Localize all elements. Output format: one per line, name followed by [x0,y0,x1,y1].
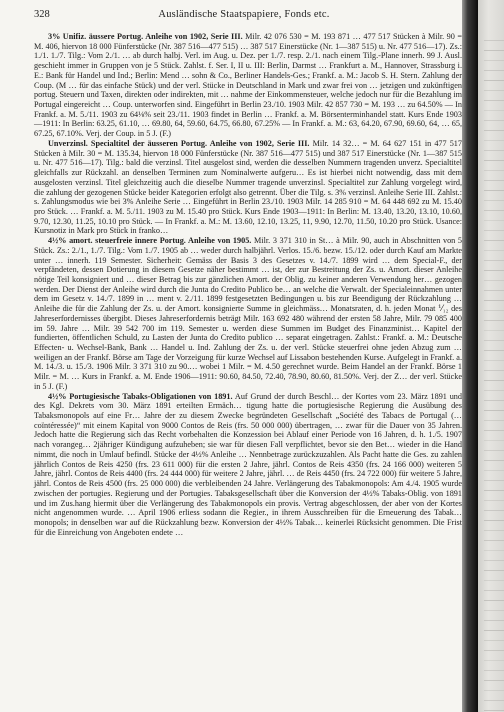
adjacent-page-line [484,220,504,221]
section-heading: 3% Unifiz. äussere Portug. Anleihe von 1902, Serie III. [48,32,243,41]
adjacent-page-line [484,640,504,641]
adjacent-page-line [484,330,504,331]
adjacent-page-line [484,570,504,571]
adjacent-page-line [484,390,504,391]
page-body [34,32,462,537]
adjacent-page-line [484,580,504,581]
section-paragraph [34,392,462,538]
adjacent-page-line [484,440,504,441]
adjacent-page-line [484,70,504,71]
adjacent-page-line [484,670,504,671]
adjacent-page-line [484,210,504,211]
adjacent-page-line [484,50,504,51]
adjacent-page-line [484,100,504,101]
page-header [34,9,454,23]
adjacent-page-line [484,490,504,491]
adjacent-page-line [484,270,504,271]
adjacent-page-line [484,530,504,531]
adjacent-page-line [484,300,504,301]
adjacent-page-line [484,230,504,231]
adjacent-page-line [484,320,504,321]
adjacent-page-line [484,480,504,481]
adjacent-page-line [484,370,504,371]
adjacent-page-line [484,560,504,561]
adjacent-page-line [484,380,504,381]
adjacent-page-line [484,120,504,121]
adjacent-page-line [484,180,504,181]
adjacent-page-line [484,470,504,471]
adjacent-page-line [484,190,504,191]
adjacent-page-line [484,290,504,291]
adjacent-page-line [484,80,504,81]
section-text: Milr. 3 371 310 in St… à Milr. 90, auch in Abschnitten von 5 Stück. Zs.: 2./1., 1./7. Tilg.: Vom 1./7. 1905 ab … weder durch halbjährl. Verlos. 15./6. bezw. 15./12. oder durch Kauf am Markte unter … innerh. 119 Semester. Sicherheit: Gemäss der Basis 3 des Gesetzes v. 14./7. 1899 wird … dem Special-F., der verpfändeten, dessen Dotierung in diesem Gesetze näher bestimmt … ist, der zur Bestreitung der Zs. u. Amort. dieser Anleihe nötige Teil konsigniert und … dieser Betrag bis zur gänzlichen Amort. der Oblig. zu keiner anderen Verwendung her… gezogen werden. Der Dienst der Anleihe wird durch die Junta do Credito Publico be… an welche die Verwalt. der Specialeinnahmen unter dem im Gesetz v. 14./7. 1899 in … ment v. 2./11. 1899 festgesetzten Bedingungen u. bis zur Beendigung der Rückzahlung … Anleihe die für die Zahlung der Zs. u. der Amort. konsignierte Summe in gleichmäss… Monatsraten, d. h. jeden Monat ⅟₁₂ des Jahreserfordernisses übergibt. Dieses Jahreserfordernis beträgt Milr. 163 692 480 während der ersten 58 Jahre, Milr. 79 085 400 im 59. Jahre … Milr. 39 542 700 im 119. Semester u. werden diese Summen im Budget des Finanzminist… Kapitel der fundierten, öffentlichen Schuld, zu Lasten der Junta do Credito publico … separat eingetragen. Zahlst.: Frankf. a. M.: Deutsche Effecten- u. Wechsel-Bank, Bank … Handel u. Ind. Zahlung der Zs. u. der verl. Stücke steuerfrei ohne jeden Abzug zum … weiligen an der Frankf. Börse am Tage der Vorzeigung für kurze Wechsel auf Lissabon bestehenden Kurse. Aufgelegt in Frankf. a. M. 14./3. u. 15./3. 1906 Milr. 3 371 310 zu 90.… wobei 1 Milr. = M. 4.50 gerechnet wurde. Beim Handel an der Frankf. Börse 1 Milr. = M. … Kurs in Frankf. a. M. Ende 1906—1911: 90.60, 84.50, 72.40, 78.90, 80.60, 81.50%. Verj. der Z… der verl. Stücke in 5 J. (F.) [34,236,462,391]
adjacent-page-line [484,500,504,501]
adjacent-page-line [484,660,504,661]
adjacent-page-line [484,160,504,161]
adjacent-page-line [484,420,504,421]
running-title: Ausländische Staatspapiere, Fonds etc. [158,9,330,20]
adjacent-page-line [484,350,504,351]
section-paragraph [34,236,462,392]
adjacent-page-line [484,410,504,411]
adjacent-page-line [484,620,504,621]
adjacent-page-line [484,170,504,171]
adjacent-page-line [484,130,504,131]
adjacent-page-line [484,460,504,461]
adjacent-page-line [484,550,504,551]
adjacent-page-line [484,630,504,631]
adjacent-page-line [484,700,504,701]
adjacent-page-line [484,400,504,401]
section-heading: 4½% Portugiesische Tabaks-Obligationen von 1891. [48,391,233,401]
adjacent-page-line [484,600,504,601]
adjacent-page-line [484,240,504,241]
adjacent-page-line [484,450,504,451]
adjacent-page-line [484,340,504,341]
adjacent-page-line [484,60,504,61]
section-heading: Unverzinsl. Specialtitel der äusseren Portug. Anleihe von 1902, Serie III. [48,138,310,148]
section-paragraph [34,139,462,236]
section-text: Milr. 14 32… = M. 64 627 151 in 477 517 Stücken à Milr. 30 = M. 135.34, hiervon 18 000 Fünferstücke (Nr. 387 516—477 515) und 387 517 Einerstücke (Nr. 1—387 515 u. Nr. 477 516—17). Tilg.: bald die verzinsl. Titel ausgelost sind, werden die desselben Nummern tragenden unverz. Specialtitel gleichfalls zur Rückzahl. an denselben Terminen zum Nominalwerte aufgeru… Es ist hierbei nicht notwendig, dass mit dem ausgelosten verzinsl. Titel gleichzeitig auch die dieselbe Nummer tragende unverzinsl. Specialtitel zur Zahlung vorgelegt wird, die zahlung der gezogenen Stücke beider Kategorien erfolgt also getrennt. Über die Tilg. s. 3% verzinsl. Anleihe Serie III. Zahlst.: s. Zahlungsmodus wie bei 3% Anleihe Serie … Eingeführt in Berlin 23./10. 1903 Milr. 14 285 910 = M. 64 448 692 zu M. 15.40 pro Stück. … Frankf. a. M. 5./11. 1903 zu M. 15.40 pro Stück. Kurs Ende 1903—1911: In Berlin: M. 13.40, 13.20, 13.10, 10.60, 9.70, 12.30, 11.25, 10.10 pro Stück. — In Frankf. a. M.: M. 13.60, 12.10, 13.25, 11, 9.90, 12.70, 11.50, 10.20 pro Stück. Usance: Kursnotiz in Mark pro Stück in franko… [34,138,462,236]
adjacent-page-line [484,250,504,251]
adjacent-page-line [484,360,504,361]
adjacent-page-line [484,520,504,521]
adjacent-page-line [484,590,504,591]
adjacent-page-line [484,90,504,91]
adjacent-page-line [484,150,504,151]
adjacent-page-line [484,610,504,611]
adjacent-page-line [484,710,504,711]
adjacent-page-line [484,430,504,431]
adjacent-page-line [484,540,504,541]
page-number: 328 [34,9,50,20]
adjacent-page-line [484,310,504,311]
adjacent-page-line [484,680,504,681]
adjacent-page-line [484,510,504,511]
adjacent-page-line [484,280,504,281]
adjacent-page-line [484,690,504,691]
adjacent-page-line [484,260,504,261]
adjacent-page-line [484,140,504,141]
section-paragraph [34,32,462,139]
adjacent-page-line [484,650,504,651]
section-heading: 4½% amort. steuerfreie innere Portug. Anleihe von 1905. [48,236,252,246]
adjacent-page-line [484,110,504,111]
book-gutter-shadow [462,0,478,712]
section-text: Milr. 42 076 530 = M. 193 871 … 477 517 Stücken à Milr. 90 = M. 406, hiervon 18 000 Fünferstücke (Nr. 387 516—477 515) … 387 517 Einerstücke (Nr. 1—387 515) u. Nr. 477 516—17). Zs.: 1./1. 1./7. Tilg.: Vom 2./1. … ab durch halbj. Verl. im Aug. u. Dez. per 1./7. resp. 2./1. nach einem Tilg.-Plane innerh. 99 J. Ausl. geschieht immer in Gruppen von je 5 Stück. Zahlst. f. Ser. I, II u. III: Berlin, Darmst … Frankfurt a. M., Hannover, Strassburg i. E.: Bank für Handel und Ind.; Berlin: Mend … sohn & Co., Berliner Handels-Ges.; Frankf. a. M.: Jacob S. H. Stern. Zahlung der Coup. (M … für das einfache Stück) und der verl. Stücke in Deutschland in Mark und zwar frei von … jetzigen und zukünftigen portug. Steuern und Taxen, direkten oder indirekten, mit … nahme der Einkommensteuer, welche jedoch nur für die Bezahlung im Portugal eingereicht … Coup. unterworfen sind. Eingeführt in Berlin 23./10. 1903 Milr. 42 857 730 = M. 193 … zu 64.50% — In Frankf. a. M. 5./11. 1903 zu 64⅛% seit 23./11. 1903 findet in Berlin … Frankf. a. M. Börsenterminhandel statt. Kurs Ende 1903—1911: In Berlin: 63.25, 61.10, … 69.80, 64, 59.60, 64.75, 66.80, 67.25% — In Frankf. a. M.: 63, 64.20, 67.90, 69.60, 64, … 65, 67.25, 67.10%. Verj. der Coup. in 5 J. (F.) [34,32,462,139]
adjacent-page-line [484,40,504,41]
adjacent-page-line [484,200,504,201]
section-text: Auf Grund der durch Beschl… der Kortes vom 23. März 1891 und des Kgl. Dekrets vom 30. März 1891 erteilten Ermäch… tigung hatte die portugiesische Regierung die Ausübung des Tabaksmonopols auf eine Fr… Jahre der zu diesem Zwecke begründeten Gesellschaft „Société des Tabacs de Portugal (… coïntéressée)“ mit einem Kapital von 9000 Contos de Reis (frs. 50 000 000) übertragen, … zwar für die Dauer von 35 Jahren. Jedoch hatte die Regierung sich das Recht vorbehalten die Konzession bei Ablauf einer Periode von 16 Jahren, d. h. 1./5. 1907 nach vorangeg… 2jähriger Kündigung aufzuheben; sie war für diesen Fall verpflichtet, bevor sie den Bet… wieder in die Hand nimmt, die noch in Umlauf befindl. Stücke der 4½% Anleihe … Nennbetrage zurückzuzahlen. Als Pacht hatte die Ges. zu zahlen jährlich Contos de Reis 4250 (frs. 23 611 000) für die ersten 2 Jahre, jährl. Contos de Reis 4350 (frs. 24 166 000) weiteren 5 Jahre, jährl. Contos de Reis 4400 (frs. 24 444 000) für weitere 2 Jahre, jährl. … de Reis 4450 (frs. 24 722 000) für weitere 5 Jahre, jährl. Contos de Reis 4500 (frs. 25 000 000) die verbleibenden 24 Jahre. Verlängerung des Tabakmonopols: Am 4./4. 1905 wurde zwischen der portugies. Regierung und der Portugies. Tabaksgesellschaft über die Konversion der 4½% Tabaks-Oblig. von 1891 und im Zus.hang hiermit über die Verlängerung des Tabakmonopols ein provis. Vertrag abgeschlossen, der aber von der Kortes nicht angenommen wurde. … April 1906 erliess sodann die Regier., in ihrem Ausschreiben für die Erneuerung des Tabak… monopols; in denselben war auf die Rückzahlung bezw. Konversion der 4½% Tabak… keinerlei Rücksicht genommen. Die Frist für die Einreichung von Angeboten endete … [34,391,462,537]
adjacent-page-edge [478,0,504,712]
